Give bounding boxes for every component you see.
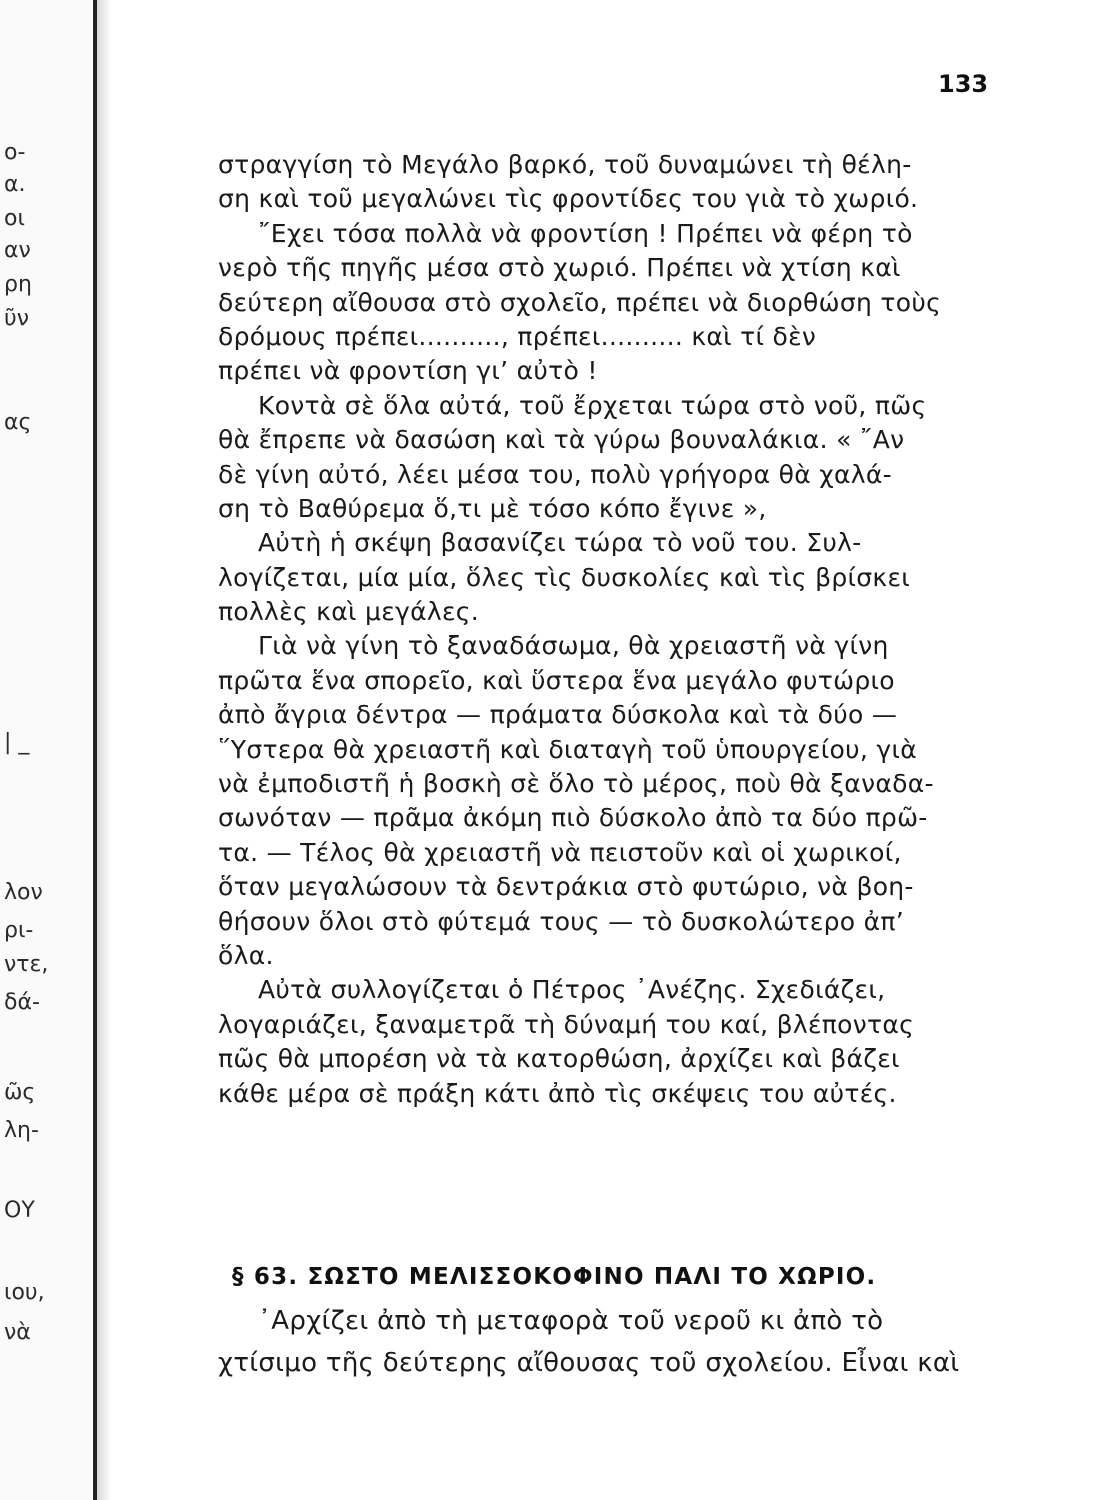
text-line: ση καὶ τοῦ μεγαλώνει τὶς φροντίδες του γιὰ τὸ χωριό. [218, 184, 919, 214]
text-line: ση τὸ Βαθύρεμα ὅ,τι μὲ τόσο κόπο ἔγινε », [218, 493, 767, 523]
margin-fragment: ο- [4, 140, 26, 165]
margin-fragment: ντε, [4, 952, 49, 977]
section-body-text [218, 1300, 1038, 1384]
text-line: πρῶτα ἕνα σπορεῖο, καὶ ὕστερα ἕνα μεγάλο φυτώριο [218, 665, 895, 695]
margin-fragment: | _ [4, 730, 30, 755]
text-line: Αὐτὴ ἡ σκέψη βασανίζει τώρα τὸ νοῦ του. Συλ- [258, 528, 862, 558]
margin-fragment: ῦν [4, 306, 30, 331]
text-line: πολλὲς καὶ μεγάλες. [218, 597, 480, 627]
margin-fragment: ΟΥ [4, 1198, 35, 1223]
text-line: δὲ γίνη αὐτό, λέει μέσα του, πολὺ γρήγορα θὰ χαλά- [218, 459, 892, 489]
margin-fragment: λη- [4, 1118, 39, 1143]
text-line: Αὐτὰ συλλογίζεται ὁ Πέτρος ᾿Ανέζης. Σχεδιάζει, [258, 975, 886, 1005]
text-line: χτίσιμο τῆς δεύτερης αἴθουσας τοῦ σχολείου. Εἶναι καὶ [218, 1348, 960, 1378]
text-line: ᾿Αρχίζει ἀπὸ τὴ μεταφορὰ τοῦ νεροῦ κι ἀπὸ τὸ [258, 1306, 884, 1336]
text-line: λογαριάζει, ξαναμετρᾶ τὴ δύναμή του καί, βλέποντας [218, 1009, 915, 1039]
text-line: Γιὰ νὰ γίνη τὸ ξαναδάσωμα, θὰ χρειαστῆ νὰ γίνη [258, 631, 889, 661]
text-line: δρόμους πρέπει.........., πρέπει.......... καὶ τί δὲν [218, 321, 817, 351]
section-heading: § 63. ΣΩΣΤΟ ΜΕΛΙΣΣΟΚΟΦΙΝΟ ΠΑΛΙ ΤΟ ΧΩΡΙΟ. [232, 1264, 877, 1290]
margin-fragment: ῶς [4, 1080, 36, 1105]
text-line: ὅλα. [218, 940, 274, 970]
text-line: νερὸ τῆς πηγῆς μέσα στὸ χωριό. Πρέπει νὰ χτίση καὶ [218, 253, 901, 283]
text-line: Κοντὰ σὲ ὅλα αὐτά, τοῦ ἔρχεται τώρα στὸ νοῦ, πῶς [258, 390, 927, 420]
margin-fragment: νὰ [4, 1320, 31, 1345]
page-number: 133 [938, 70, 989, 98]
text-line: πρέπει νὰ φροντίση γι’ αὐτὸ ! [218, 356, 598, 386]
margin-fragment: α. [4, 172, 26, 197]
text-line: ὅταν μεγαλώσουν τὰ δεντράκια στὸ φυτώριο, νὰ βοη- [218, 872, 914, 902]
text-line: σωνόταν — πρᾶμα ἀκόμη πιὸ δύσκολο ἀπὸ τα δύο πρῶ- [218, 803, 928, 833]
margin-fragment: ρι- [4, 918, 34, 943]
text-line: ἀπὸ ἄγρια δέντρα — πράματα δύσκολα καὶ τὰ δύο — [218, 700, 898, 730]
text-line: ῎Εχει τόσα πολλὰ νὰ φροντίση ! Πρέπει νὰ φέρη τὸ [258, 218, 913, 248]
margin-fragment: ρη [4, 272, 32, 297]
margin-fragment: οι [4, 206, 25, 231]
margin-fragment: δά- [4, 990, 40, 1015]
text-line: νὰ ἐμποδιστῆ ἡ βοσκὴ σὲ ὅλο τὸ μέρος, ποὺ θὰ ξαναδα- [218, 769, 934, 799]
text-line: πῶς θὰ μπορέση νὰ τὰ κατορθώση, ἀρχίζει καὶ βάζει [218, 1044, 900, 1074]
gutter-shadow [97, 0, 111, 1500]
margin-fragment: ας [4, 410, 32, 435]
body-text [218, 148, 1018, 1111]
margin-fragment: αν [4, 238, 31, 263]
text-line: θήσουν ὅλοι στὸ φύτεμά τους — τὸ δυσκολώτερο ἀπ’ [218, 906, 905, 936]
text-line: ῞Υστερα θὰ χρειαστῆ καὶ διαταγὴ τοῦ ὑπουργείου, γιὰ [218, 734, 917, 764]
facing-page-margin [0, 0, 92, 1500]
text-line: κάθε μέρα σὲ πράξη κάτι ἀπὸ τὶς σκέψεις του αὐτές. [218, 1078, 897, 1108]
text-line: τα. — Τέλος θὰ χρειαστῆ νὰ πειστοῦν καὶ οἱ χωρικοί, [218, 837, 902, 867]
text-line: λογίζεται, μία μία, ὅλες τὶς δυσκολίες καὶ τὶς βρίσκει [218, 562, 911, 592]
text-line: δεύτερη αἴθουσα στὸ σχολεῖο, πρέπει νὰ διορθώση τοὺς [218, 287, 942, 317]
margin-fragment: ιου, [4, 1280, 45, 1305]
text-line: θὰ ἔπρεπε νὰ δασώση καὶ τὰ γύρω βουναλάκια. « ῎Αν [218, 425, 905, 455]
margin-fragment: λον [4, 880, 43, 905]
text-line: στραγγίση τὸ Μεγάλο βαρκό, τοῦ δυναμώνει τὴ θέλη- [218, 150, 912, 179]
